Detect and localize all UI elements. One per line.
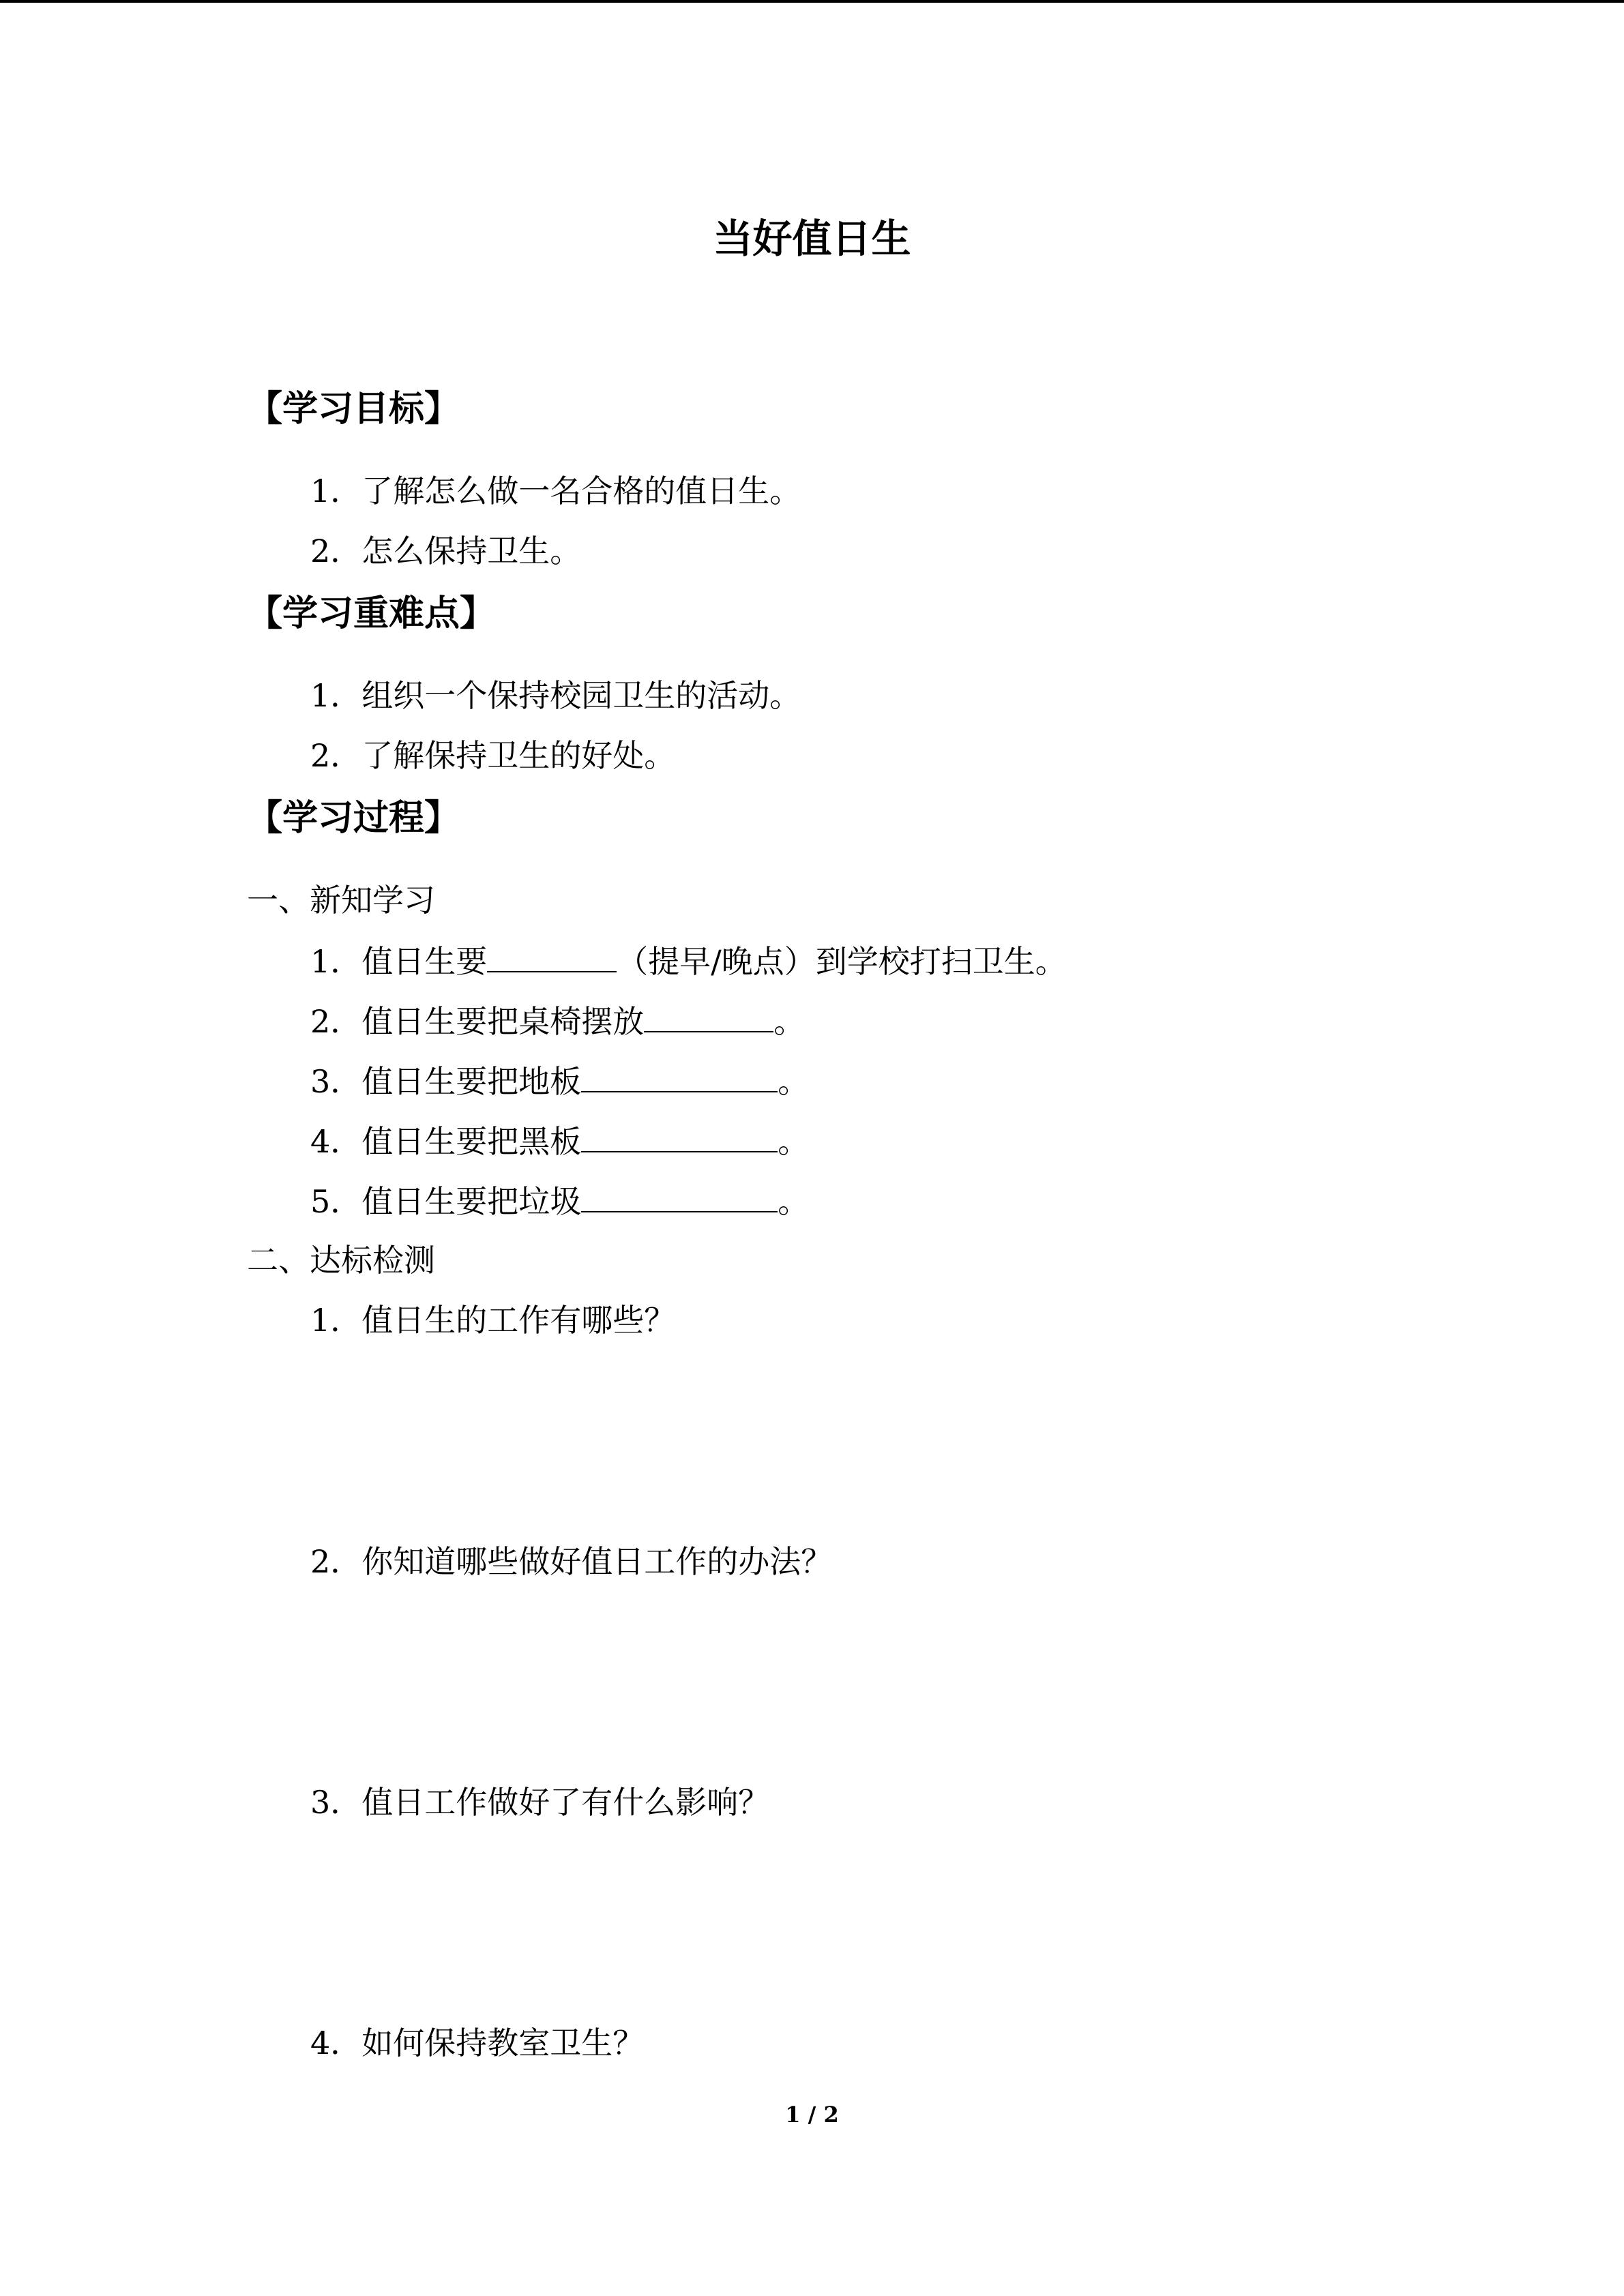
answer-blank[interactable]	[487, 940, 617, 972]
goal-item: 1．了解怎么做一名合格的值日生。	[310, 473, 801, 509]
part-label-assessment: 二、达标检测	[247, 1242, 435, 1279]
fill-blank-prompt: 4．值日生要把黑板	[310, 1123, 582, 1160]
part-label-new-knowledge: 一、新知学习	[247, 882, 435, 919]
goal-item: 2．怎么保持卫生。	[310, 533, 582, 569]
assessment-question: 2．你知道哪些做好值日工作的办法？	[310, 1543, 833, 1580]
fill-blank-item	[310, 940, 1067, 982]
fill-blank-item	[310, 1120, 809, 1162]
key-point-item: 1．组织一个保持校园卫生的活动。	[310, 677, 801, 714]
page-number: 1 / 2	[785, 2102, 839, 2128]
page-title: 当好值日生	[713, 215, 911, 262]
fill-blank-prompt: 2．值日生要把桌椅摆放	[310, 1003, 645, 1040]
section-heading-process: 【学习过程】	[247, 798, 460, 839]
fill-blank-prompt: 3．值日生要把地板	[310, 1063, 582, 1100]
answer-blank[interactable]	[581, 1060, 778, 1092]
section-heading-key-points: 【学习重难点】	[247, 593, 496, 634]
fill-blank-suffix: 。	[773, 1003, 806, 1040]
fill-blank-suffix: 。	[778, 1123, 810, 1160]
answer-blank[interactable]	[581, 1180, 778, 1212]
fill-blank-suffix: 。	[778, 1183, 810, 1220]
fill-blank-prompt: 1．值日生要	[310, 943, 488, 980]
top-border	[0, 0, 1624, 3]
assessment-question: 1．值日生的工作有哪些？	[310, 1302, 676, 1339]
fill-blank-suffix: （提早/晚点）到学校打扫卫生。	[617, 943, 1067, 980]
section-heading-goals: 【学习目标】	[247, 389, 460, 430]
assessment-question: 4．如何保持教室卫生？	[310, 2025, 645, 2061]
key-point-item: 2．了解保持卫生的好处。	[310, 737, 676, 774]
answer-blank[interactable]	[644, 1000, 773, 1032]
fill-blank-item	[310, 1060, 809, 1102]
fill-blank-suffix: 。	[778, 1063, 810, 1100]
assessment-question: 3．值日工作做好了有什么影响？	[310, 1784, 770, 1821]
answer-blank[interactable]	[581, 1120, 778, 1152]
fill-blank-item	[310, 1000, 805, 1042]
fill-blank-prompt: 5．值日生要把垃圾	[310, 1183, 582, 1220]
fill-blank-item	[310, 1180, 809, 1222]
